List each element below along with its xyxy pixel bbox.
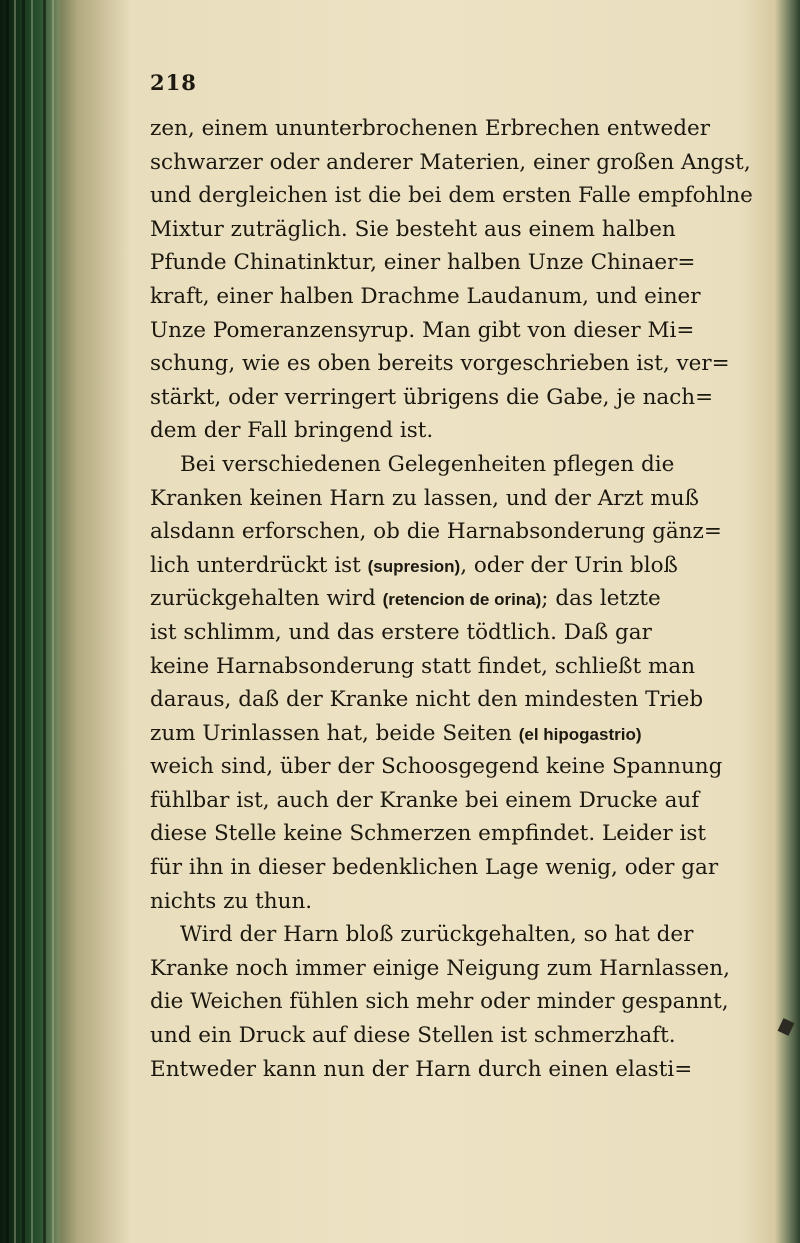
page-edge-mark — [778, 1018, 795, 1036]
text-segment: zurückgehalten wird — [150, 586, 383, 612]
spine-line — [31, 0, 33, 1243]
text-segment: zum Urinlassen hat, beide Seiten — [150, 720, 519, 746]
text-line: alsdann erforschen, ob die Harnabsonderung gänz= — [150, 519, 722, 545]
text-segment: , oder der Urin bloß — [460, 552, 678, 578]
spine-line — [14, 0, 16, 1243]
text-segment: ; das letzte — [541, 586, 661, 612]
text-line — [150, 582, 780, 616]
spanish-term: (supresion) — [367, 556, 461, 576]
text-line — [150, 717, 780, 751]
text-line: fühlbar ist, auch der Kranke bei einem Drucke auf — [150, 787, 700, 813]
gutter-shadow — [60, 0, 130, 1243]
text-line: Entweder kann nun der Harn durch einen elasti= — [150, 1056, 693, 1082]
text-line: und dergleichen ist die bei dem ersten Falle empfohlne — [150, 183, 753, 209]
text-line: und ein Druck auf diese Stellen ist schmerzhaft. — [150, 1023, 676, 1049]
text-segment: lich unterdrückt ist — [150, 552, 368, 578]
text-line — [150, 549, 780, 583]
text-line: weich sind, über der Schoosgegend keine Spannung — [150, 754, 723, 780]
text-line: nichts zu thun. — [150, 888, 313, 914]
text-line: Kranke noch immer einige Neigung zum Harnlassen, — [150, 955, 730, 981]
text-line: stärkt, oder verringert übrigens die Gabe, je nach= — [150, 384, 714, 410]
paragraph-start-line: Bei verschiedenen Gelegenheiten pflegen die — [180, 451, 675, 477]
text-line: zen, einem ununterbrochenen Erbrechen entweder — [150, 116, 710, 141]
spine-shadow — [22, 0, 25, 1243]
text-line: Unze Pomeranzensyrup. Man gibt von dieser Mi= — [150, 317, 695, 343]
spine-shadow — [43, 0, 46, 1243]
text-line: Pfunde Chinatinktur, einer halben Unze Chinaer= — [150, 250, 696, 276]
text-line: dem der Fall bringend ist. — [150, 418, 434, 444]
text-line: daraus, daß der Kranke nicht den mindesten Trieb — [150, 687, 704, 713]
text-line: ist schlimm, und das erstere tödtlich. Daß gar — [150, 619, 652, 645]
spine-shadow — [6, 0, 9, 1243]
spanish-term: (el hipogastrio) — [518, 724, 642, 744]
text-line: die Weichen fühlen sich mehr oder minder gespannt, — [150, 989, 729, 1015]
text-line: Kranken keinen Harn zu lassen, und der Arzt muß — [150, 485, 699, 511]
text-line: diese Stelle keine Schmerzen empfindet. Leider ist — [150, 821, 707, 847]
body-text — [150, 112, 780, 1086]
spine-line — [52, 0, 54, 1243]
paragraph-start-line: Wird der Harn bloß zurückgehalten, so hat der — [180, 922, 694, 948]
text-line: schwarzer oder anderer Materien, einer großen Angst, — [150, 149, 751, 175]
text-line: für ihn in dieser bedenklichen Lage wenig, oder gar — [150, 855, 719, 881]
text-line: keine Harnabsonderung statt findet, schließt man — [150, 653, 696, 679]
spanish-term: (retencion de orina) — [382, 590, 542, 610]
text-line: schung, wie es oben bereits vorgeschrieben ist, ver= — [150, 351, 730, 377]
text-line: Mixtur zuträglich. Sie besteht aus einem halben — [150, 216, 676, 242]
text-line: kraft, einer halben Drachme Laudanum, und einer — [150, 283, 701, 309]
page-number: 218 — [150, 70, 197, 95]
